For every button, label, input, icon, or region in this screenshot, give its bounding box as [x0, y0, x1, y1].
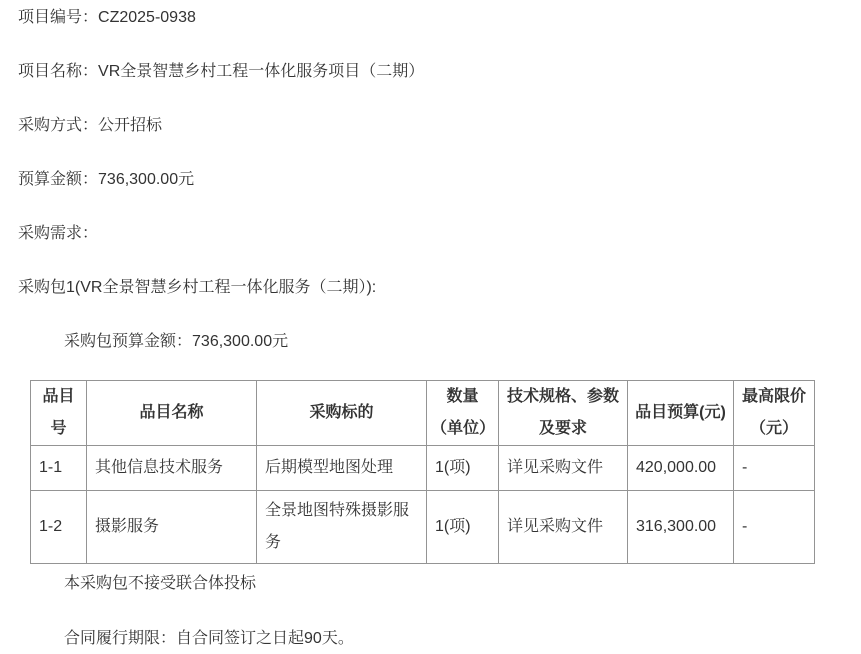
table-header-row [31, 381, 815, 446]
project-name-line [18, 64, 841, 80]
project-number-value: CZ2025-0938 [98, 9, 196, 26]
contract-period-line [18, 631, 841, 647]
package-budget-line [18, 334, 841, 350]
budget-amount-label: 预算金额： [18, 171, 99, 188]
cell-item-no: 1-2 [31, 491, 87, 564]
header-budget: 品目预算(元) [628, 381, 734, 446]
header-subject: 采购标的 [257, 381, 427, 446]
requirements-heading: 采购需求： [18, 225, 99, 242]
header-spec: 技术规格、参数及要求 [499, 381, 628, 446]
cell-spec: 详见采购文件 [499, 491, 628, 564]
contract-period-label: 合同履行期限： [64, 630, 177, 647]
procurement-method-line [18, 118, 841, 134]
cell-item-name: 摄影服务 [87, 491, 257, 564]
cell-subject: 后期模型地图处理 [257, 446, 427, 491]
procurement-method-label: 采购方式： [18, 117, 99, 134]
budget-amount-line [18, 172, 841, 188]
cell-quantity: 1(项) [427, 491, 499, 564]
project-number-label: 项目编号： [18, 9, 99, 26]
items-table [30, 380, 815, 564]
project-name-value: VR全景智慧乡村工程一体化服务项目（二期） [98, 63, 425, 80]
cell-budget: 420,000.00 [628, 446, 734, 491]
header-item-no: 品目号 [31, 381, 87, 446]
header-quantity: 数量（单位） [427, 381, 499, 446]
cell-max-price: - [734, 491, 815, 564]
table-row [31, 491, 815, 564]
project-number-line [18, 10, 841, 26]
procurement-method-value: 公开招标 [98, 117, 163, 134]
cell-budget: 316,300.00 [628, 491, 734, 564]
cell-subject: 全景地图特殊摄影服务 [257, 491, 427, 564]
table-row [31, 446, 815, 491]
package-budget-value: 736,300.00元 [192, 333, 289, 350]
project-name-label: 项目名称： [18, 63, 99, 80]
budget-amount-value: 736,300.00元 [98, 171, 195, 188]
header-item-name: 品目名称 [87, 381, 257, 446]
cell-quantity: 1(项) [427, 446, 499, 491]
header-max-price: 最高限价（元） [734, 381, 815, 446]
no-consortium-note: 本采购包不接受联合体投标 [64, 575, 257, 592]
package-title: 采购包1(VR全景智慧乡村工程一体化服务（二期）): [18, 279, 377, 296]
contract-period-value: 自合同签订之日起90天。 [176, 630, 354, 647]
cell-max-price: - [734, 446, 815, 491]
cell-item-name: 其他信息技术服务 [87, 446, 257, 491]
cell-spec: 详见采购文件 [499, 446, 628, 491]
package-budget-label: 采购包预算金额： [64, 333, 193, 350]
cell-item-no: 1-1 [31, 446, 87, 491]
